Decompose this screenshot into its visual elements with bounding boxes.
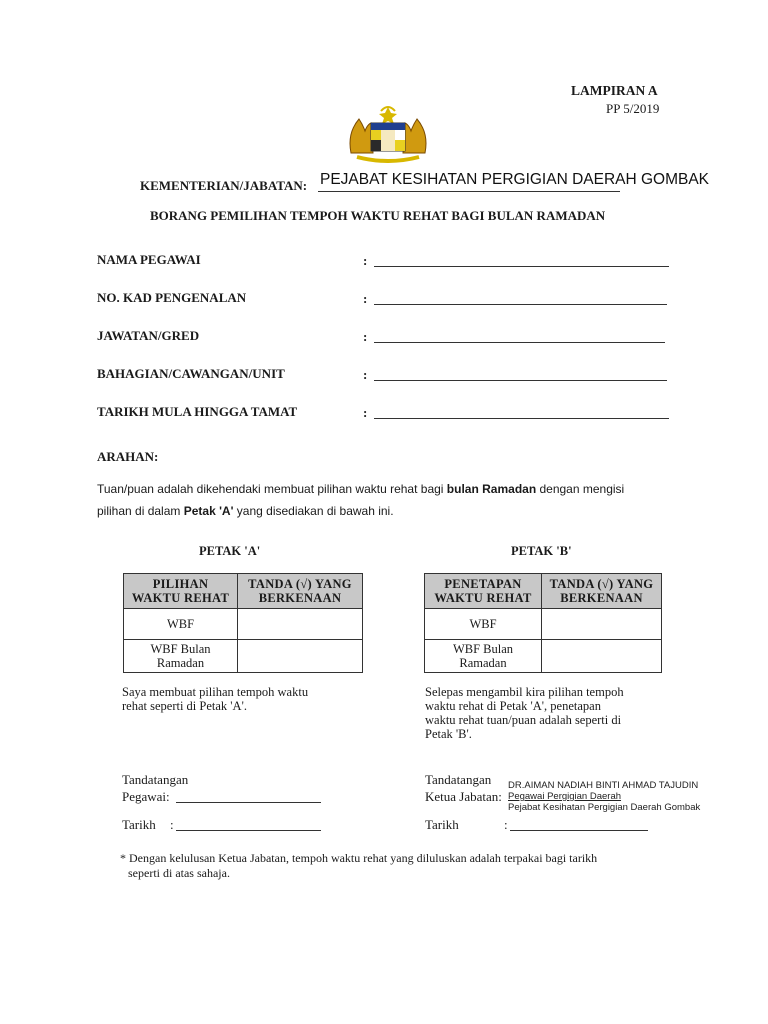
ministry-label: KEMENTERIAN/JABATAN: [140, 178, 308, 193]
petak-a-check-ramadan[interactable] [238, 640, 363, 673]
reference-number: PP 5/2019 [606, 101, 660, 116]
sig-left-date-colon: : [170, 817, 174, 832]
field-line[interactable] [374, 418, 669, 419]
note-line: waktu rehat di Petak 'A', penetapan [425, 699, 601, 713]
sig-right-date-line[interactable] [510, 830, 648, 831]
note-line: Selepas mengambil kira pilihan tempoh [425, 685, 624, 699]
field-line[interactable] [374, 380, 667, 381]
header-text: PILIHAN [152, 577, 209, 591]
arahan-text: pilihan di dalam [97, 504, 184, 518]
note-line: Petak 'B'. [425, 727, 472, 741]
field-line[interactable] [374, 342, 665, 343]
petak-a-check-wbf[interactable] [238, 609, 363, 640]
field-label: TARIKH MULA HINGGA TAMAT [97, 404, 298, 419]
petak-a-note [122, 685, 308, 713]
header-text: WAKTU REHAT [131, 591, 230, 605]
arahan-text: dengan mengisi [536, 482, 625, 496]
arahan-bold: bulan Ramadan [446, 482, 537, 496]
arahan-heading: ARAHAN: [97, 449, 159, 464]
header-text: BERKENAAN [560, 591, 643, 605]
sig-right-label-1: Tandatangan [425, 772, 492, 787]
field-label: BAHAGIAN/CAWANGAN/UNIT [97, 366, 285, 381]
field-label: JAWATAN/GRED [97, 328, 200, 343]
petak-b-check-ramadan[interactable] [542, 640, 662, 673]
row-text: WBF Bulan [452, 642, 514, 656]
row-text: Ramadan [156, 656, 205, 670]
sig-left-label-1: Tandatangan [122, 772, 189, 787]
ministry-value: PEJABAT KESIHATAN PERGIGIAN DAERAH GOMBAK [320, 171, 710, 188]
row-text: WBF Bulan [150, 642, 211, 656]
header-text: WAKTU REHAT [434, 591, 532, 605]
petak-b-col2-header [542, 574, 662, 609]
arahan-text: Tuan/puan adalah dikehendaki membuat pilihan waktu rehat bagi [97, 482, 447, 496]
field-label: NAMA PEGAWAI [97, 252, 201, 267]
field-line[interactable] [374, 266, 669, 267]
note-line: rehat seperti di Petak 'A'. [122, 699, 247, 713]
sig-left-label-2: Pegawai: [122, 789, 170, 804]
petak-b-table [424, 573, 662, 673]
coat-of-arms-icon [343, 103, 433, 163]
petak-b-check-wbf[interactable] [542, 609, 662, 640]
petak-b-note [425, 685, 655, 741]
field-colon: : [363, 329, 368, 344]
sig-left-line[interactable] [176, 802, 321, 803]
form-title: BORANG PEMILIHAN TEMPOH WAKTU REHAT BAGI BULAN RAMADAN [150, 208, 606, 223]
petak-a-col1-header [124, 574, 238, 609]
sig-left-date-line[interactable] [176, 830, 321, 831]
ministry-underline [318, 191, 620, 192]
footnote [120, 851, 597, 881]
sig-left-date-label: Tarikh [122, 817, 156, 832]
field-colon: : [363, 367, 368, 382]
petak-b-row-ramadan [425, 640, 542, 673]
official-stamp [508, 780, 700, 813]
stamp-title: Pegawai Pergigian Daerah [508, 791, 622, 802]
header-text: TANDA (√) YANG [248, 577, 352, 591]
petak-b-col1-header [425, 574, 542, 609]
field-label: NO. KAD PENGENALAN [97, 290, 247, 305]
arahan-text-line2 [97, 504, 394, 518]
sig-right-date-colon: : [504, 817, 508, 832]
petak-b-title: PETAK 'B' [511, 544, 572, 558]
header-text: TANDA (√) YANG [549, 577, 654, 591]
sig-right-label-2: Ketua Jabatan: [425, 789, 502, 804]
petak-a-title: PETAK 'A' [199, 544, 261, 558]
stamp-name: DR.AIMAN NADIAH BINTI AHMAD TAJUDIN [508, 780, 699, 791]
lampiran-label: LAMPIRAN A [571, 83, 658, 98]
header-text: BERKENAAN [258, 591, 342, 605]
arahan-text-line1 [97, 482, 624, 496]
petak-a-col2-header [238, 574, 363, 609]
petak-a-row-ramadan [124, 640, 238, 673]
footnote-line: seperti di atas sahaja. [128, 866, 230, 880]
stamp-office: Pejabat Kesihatan Pergigian Daerah Gombak [508, 802, 701, 813]
petak-a-row-wbf: WBF [124, 609, 238, 640]
petak-a-table [123, 573, 363, 673]
field-colon: : [363, 291, 368, 306]
field-colon: : [363, 253, 368, 268]
header-text: PENETAPAN [444, 577, 522, 591]
arahan-text: yang disediakan di bawah ini. [233, 504, 394, 518]
note-line: waktu rehat tuan/puan adalah seperti di [425, 713, 622, 727]
footnote-line: * Dengan kelulusan Ketua Jabatan, tempoh waktu rehat yang diluluskan adalah terpakai bagi tarikh [120, 851, 598, 865]
field-line[interactable] [374, 304, 667, 305]
petak-b-row-wbf: WBF [425, 609, 542, 640]
note-line: Saya membuat pilihan tempoh waktu [122, 685, 309, 699]
sig-right-date-label: Tarikh [425, 817, 459, 832]
field-colon: : [363, 405, 368, 420]
row-text: Ramadan [459, 656, 507, 670]
arahan-bold: Petak 'A' [183, 504, 234, 518]
